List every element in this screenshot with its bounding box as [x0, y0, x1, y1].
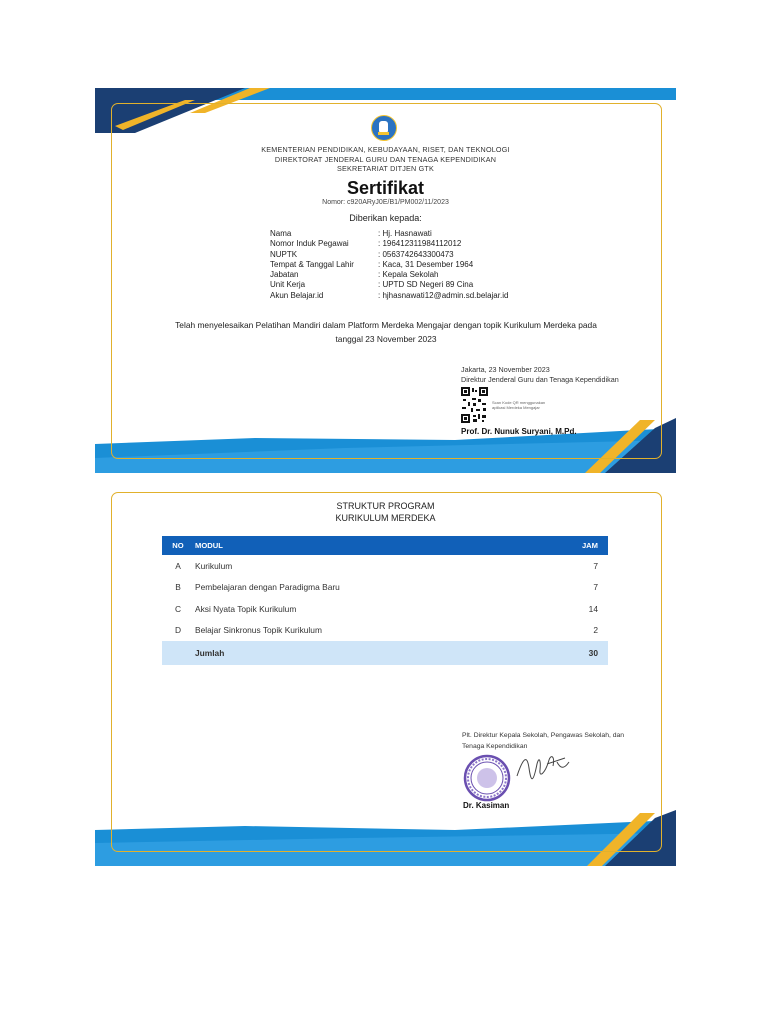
signer-name: Prof. Dr. Nunuk Suryani, M.Pd.	[461, 427, 577, 436]
table-row	[162, 598, 608, 620]
official-stamp-icon	[462, 753, 512, 803]
signature-block	[461, 365, 619, 385]
row-jam: 7	[593, 582, 598, 593]
row-modul: Belajar Sinkronus Topik Kurikulum	[195, 625, 322, 636]
field-value: : Kepala Sekolah	[378, 270, 439, 280]
qr-code-icon	[461, 387, 488, 423]
total-no-cell	[162, 641, 194, 665]
qr-note-line: Scan Kode QR menggunakan	[492, 400, 546, 405]
field-value: : hjhasnawati12@admin.sd.belajar.id	[378, 290, 509, 300]
table-header-row	[162, 536, 608, 555]
field-value: : Hj. Hasnawati	[378, 229, 432, 238]
sign-role-line: Plt. Direktur Kepala Sekolah, Pengawas Sekolah, dan	[462, 732, 625, 739]
field-value: : 196412311984112012	[378, 239, 462, 249]
row-no: C	[174, 603, 182, 614]
given-to-label: Diberikan kepada:	[349, 213, 422, 223]
field-label: Nomor Induk Pegawai	[270, 239, 349, 249]
field-row	[270, 239, 508, 249]
row-jam: 14	[588, 603, 598, 614]
secretariat-name: SEKRETARIAT DITJEN GTK	[336, 164, 435, 173]
row-jam: 2	[593, 625, 598, 636]
field-row	[270, 260, 508, 270]
ministry-name: KEMENTERIAN PENDIDIKAN, KEBUDAYAAN, RISET, DAN TEKNOLOGI	[261, 145, 510, 154]
completion-line: Telah menyelesaikan Pelatihan Mandiri dalam Platform Merdeka Mengajar dengan topik Kurikulum Merdeka pada	[175, 320, 597, 330]
field-label: Nama	[270, 229, 292, 238]
completion-statement	[145, 318, 627, 346]
directorate-name: DIREKTORAT JENDERAL GURU DAN TENAGA KEPENDIDIKAN	[274, 154, 497, 164]
row-modul: Pembelajaran dengan Paradigma Baru	[195, 582, 340, 593]
field-row	[270, 280, 508, 290]
structure-subtitle: KURIKULUM MERDEKA	[335, 513, 436, 523]
field-value: : UPTD SD Negeri 89 Cina	[378, 280, 474, 290]
total-row	[162, 641, 608, 665]
total-label: Jumlah	[194, 641, 547, 665]
qr-note-line: aplikasi Merdeka Mengajar	[492, 405, 540, 410]
qr-note	[492, 400, 545, 410]
field-label: Unit Kerja	[270, 280, 306, 290]
row-no: B	[175, 582, 181, 593]
recipient-fields	[270, 229, 508, 301]
field-value: : 0563742643300473	[378, 249, 454, 259]
structure-title: STRUKTUR PROGRAM	[336, 501, 435, 511]
signer-name: Dr. Kasiman	[463, 801, 510, 810]
field-row	[270, 250, 508, 260]
module-table	[162, 536, 608, 665]
tut-wuri-handayani-logo	[371, 115, 397, 141]
table-row	[162, 555, 608, 577]
table-row	[162, 577, 608, 599]
certificate-title: Sertifikat	[346, 178, 425, 198]
field-label: Tempat & Tanggal Lahir	[270, 259, 354, 269]
row-no: D	[174, 625, 182, 636]
total-jam: 30	[547, 641, 608, 665]
row-modul: Aksi Nyata Topik Kurikulum	[195, 603, 297, 614]
header-jam: JAM	[547, 536, 608, 555]
field-label: NUPTK	[270, 249, 298, 259]
header-modul: MODUL	[194, 536, 547, 555]
handwritten-signature-icon	[513, 750, 573, 786]
certificate-number: Nomor: c920ARyJ0E/B1/PM002/11/2023	[322, 199, 449, 206]
table-row	[162, 620, 608, 642]
row-no: A	[175, 560, 181, 571]
field-value: : Kaca, 31 Desember 1964	[378, 259, 474, 269]
sign-role: Direktur Jenderal Guru dan Tenaga Kependidikan	[461, 375, 619, 384]
row-modul: Kurikulum	[195, 560, 233, 571]
signature-block	[462, 731, 642, 752]
sign-role-line: Tenaga Kependidikan	[462, 742, 528, 750]
field-label: Jabatan	[270, 270, 299, 280]
structure-page	[95, 488, 676, 866]
row-jam: 7	[593, 560, 598, 571]
field-label: Akun Belajar.id	[270, 290, 324, 300]
certificate-page	[95, 88, 676, 473]
completion-date-line: tanggal 23 November 2023	[335, 334, 437, 344]
field-row	[270, 270, 508, 280]
field-row	[270, 229, 508, 239]
header-no: NO	[162, 536, 194, 555]
sign-place-date: Jakarta, 23 November 2023	[461, 365, 550, 374]
field-row	[270, 291, 508, 301]
